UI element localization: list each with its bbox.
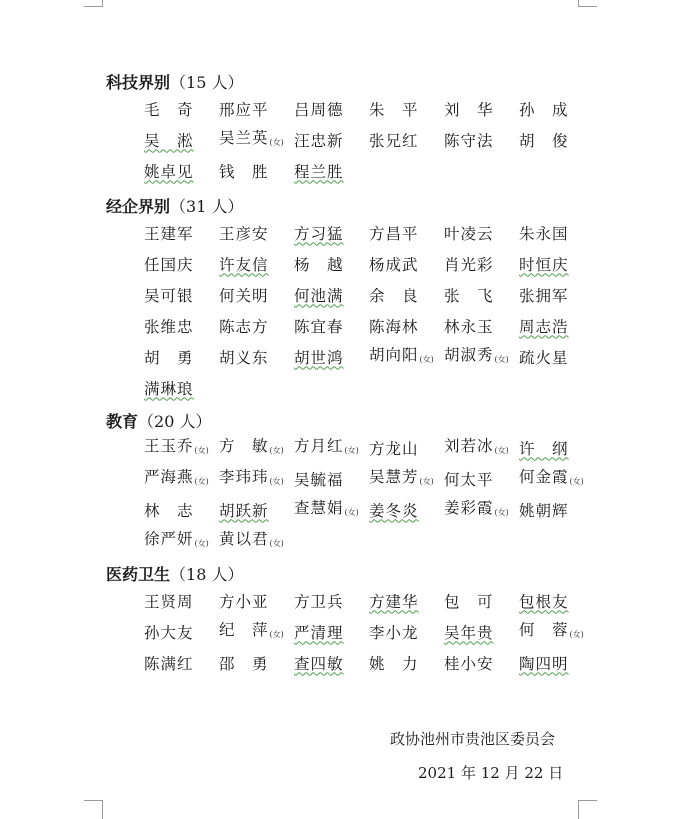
member-name <box>294 436 369 461</box>
member-name <box>294 162 369 182</box>
name-row <box>144 648 586 679</box>
member-name <box>144 100 219 120</box>
member-name <box>444 131 519 151</box>
member-name <box>294 286 369 306</box>
member-name <box>219 317 294 337</box>
name-row <box>144 94 586 125</box>
member-name-text: 周志浩 <box>519 317 569 336</box>
member-name-text: 毛 奇 <box>144 100 194 119</box>
member-name-text: 张维忠 <box>144 317 194 336</box>
member-name-text: 吴年贵 <box>444 623 494 642</box>
member-name <box>219 162 294 182</box>
member-name <box>444 255 519 275</box>
female-tag: (女) <box>194 446 209 455</box>
member-name-text: 胡淑秀 <box>444 346 494 364</box>
member-name-text: 钱 胜 <box>219 162 269 181</box>
member-name-text: 陈满红 <box>144 654 194 673</box>
name-row <box>144 464 586 495</box>
member-name-text: 王贤周 <box>144 592 194 611</box>
member-name-text: 姜彩霞 <box>444 499 494 517</box>
member-name-text: 胡向阳 <box>369 346 419 364</box>
member-name-text: 孙 成 <box>519 100 569 119</box>
issue-date: 2021 年 12 月 22 日 <box>418 764 564 782</box>
member-name-text: 王建军 <box>144 224 194 243</box>
name-row <box>144 433 586 464</box>
member-name <box>219 436 294 461</box>
member-name <box>294 623 369 643</box>
member-name-text: 方龙山 <box>369 439 419 458</box>
member-name <box>144 255 219 275</box>
female-tag: (女) <box>269 539 284 548</box>
member-name-text: 陶四明 <box>519 654 569 673</box>
member-name <box>144 623 219 643</box>
crop-mark-bottom-right <box>578 800 597 819</box>
member-name <box>369 592 444 612</box>
female-tag: (女) <box>269 446 284 455</box>
member-name-text: 查慧娟 <box>294 499 344 517</box>
member-name-text: 邵 勇 <box>219 654 269 673</box>
member-name <box>369 317 444 337</box>
section-title: 教育 <box>106 412 139 431</box>
member-name-text: 吴 淞 <box>144 131 194 150</box>
member-name <box>219 592 294 612</box>
member-name <box>519 255 594 275</box>
member-name <box>444 623 519 643</box>
section-heading <box>106 72 586 94</box>
female-tag: (女) <box>569 630 584 639</box>
crop-mark-top-right <box>578 0 597 7</box>
member-name <box>219 620 294 645</box>
member-name <box>219 224 294 244</box>
member-name-text: 邢应平 <box>219 100 269 119</box>
member-name <box>144 224 219 244</box>
female-tag: (女) <box>344 446 359 455</box>
member-name <box>294 317 369 337</box>
member-name <box>219 348 294 368</box>
member-name-text: 何关明 <box>219 286 269 305</box>
member-name <box>519 467 594 492</box>
section-count: （15 人） <box>170 73 244 92</box>
name-row <box>144 311 586 342</box>
member-name <box>369 654 444 674</box>
member-name-text: 严海燕 <box>144 468 194 486</box>
section <box>106 72 586 187</box>
member-name-text: 张兄红 <box>369 131 419 150</box>
member-name <box>444 286 519 306</box>
member-name-text: 陈海林 <box>369 317 419 336</box>
member-name-text: 胡 勇 <box>144 348 194 367</box>
member-name <box>219 467 294 492</box>
member-name <box>444 100 519 120</box>
member-name <box>519 100 594 120</box>
member-name <box>294 348 369 368</box>
member-name <box>294 100 369 120</box>
female-tag: (女) <box>494 446 509 455</box>
section <box>106 564 586 679</box>
section-heading <box>106 411 586 433</box>
member-name-text: 吴慧芳 <box>369 468 419 486</box>
member-name <box>144 436 219 461</box>
member-name-text: 杨 越 <box>294 255 344 274</box>
name-row <box>144 342 586 373</box>
member-name-text: 姚 力 <box>369 654 419 673</box>
member-name-text: 张 飞 <box>444 286 494 305</box>
crop-mark-bottom-left <box>84 800 103 819</box>
member-name-text: 胡世鸿 <box>294 348 344 367</box>
member-name <box>144 286 219 306</box>
member-name-text: 肖光彩 <box>444 255 494 274</box>
member-name-text: 陈志方 <box>219 317 269 336</box>
member-name <box>369 501 444 521</box>
member-name <box>294 498 369 523</box>
member-name <box>294 654 369 674</box>
member-name-text: 林永玉 <box>444 317 494 336</box>
member-name <box>369 623 444 643</box>
member-name-text: 许友信 <box>219 255 269 274</box>
member-name-text: 黄以君 <box>219 530 269 548</box>
member-name-text: 李玮玮 <box>219 468 269 486</box>
member-name <box>519 501 594 521</box>
section-count: （20 人） <box>138 412 212 431</box>
member-name <box>144 529 219 554</box>
member-name <box>294 470 369 490</box>
member-name <box>369 100 444 120</box>
member-name <box>519 317 594 337</box>
member-name <box>444 436 519 461</box>
female-tag: (女) <box>194 539 209 548</box>
name-row <box>144 495 586 526</box>
member-name-text: 朱 平 <box>369 100 419 119</box>
member-name-text: 吕周德 <box>294 100 344 119</box>
member-name <box>144 317 219 337</box>
name-row <box>144 526 586 557</box>
member-name-text: 叶凌云 <box>444 224 494 243</box>
member-name <box>444 592 519 612</box>
member-name-text: 余 良 <box>369 286 419 305</box>
member-name <box>144 348 219 368</box>
member-name <box>144 501 219 521</box>
member-name <box>369 286 444 306</box>
member-name-text: 张拥军 <box>519 286 569 305</box>
member-name-text: 包 可 <box>444 592 494 611</box>
member-name-text: 吴兰英 <box>219 129 269 147</box>
member-name-text: 方建华 <box>369 592 419 611</box>
name-row <box>144 156 586 187</box>
female-tag: (女) <box>269 477 284 486</box>
member-name-text: 任国庆 <box>144 255 194 274</box>
member-name <box>369 131 444 151</box>
member-name <box>519 439 594 459</box>
member-name-text: 朱永国 <box>519 224 569 243</box>
member-name-text: 姚朝辉 <box>519 501 569 520</box>
member-name-text: 满琳琅 <box>144 379 194 398</box>
member-name <box>219 100 294 120</box>
female-tag: (女) <box>494 355 509 364</box>
member-name-text: 吴可银 <box>144 286 194 305</box>
section-count: （18 人） <box>170 565 244 584</box>
crop-mark-top-left <box>84 0 103 7</box>
member-name-text: 方小亚 <box>219 592 269 611</box>
member-name-text: 胡跃新 <box>219 501 269 520</box>
member-name-text: 包根友 <box>519 592 569 611</box>
section-title: 科技界别 <box>106 73 171 92</box>
section-count: （31 人） <box>170 197 244 216</box>
member-name-text: 桂小安 <box>444 654 494 673</box>
name-row <box>144 280 586 311</box>
member-name <box>294 592 369 612</box>
member-name-text: 王彦安 <box>219 224 269 243</box>
member-name <box>444 654 519 674</box>
member-name <box>444 470 519 490</box>
name-row <box>144 125 586 156</box>
member-name-text: 查四敏 <box>294 654 344 673</box>
member-name-text: 纪 萍 <box>219 621 269 639</box>
female-tag: (女) <box>569 477 584 486</box>
member-name <box>519 654 594 674</box>
member-name <box>369 467 444 492</box>
member-name-text: 疏火星 <box>519 348 569 367</box>
member-name-text: 姜冬炎 <box>369 501 419 520</box>
member-name <box>444 345 519 370</box>
member-name <box>519 224 594 244</box>
member-name-text: 何金霞 <box>519 468 569 486</box>
member-name <box>444 224 519 244</box>
member-name-text: 李小龙 <box>369 623 419 642</box>
member-name <box>219 654 294 674</box>
name-row <box>144 373 586 404</box>
member-name-text: 方习猛 <box>294 224 344 243</box>
female-tag: (女) <box>269 138 284 147</box>
name-row <box>144 617 586 648</box>
section-title: 经企界别 <box>106 197 171 216</box>
member-name-text: 徐严妍 <box>144 530 194 548</box>
member-name <box>219 501 294 521</box>
member-name <box>294 131 369 151</box>
member-name-text: 吴毓福 <box>294 470 344 489</box>
member-name-text: 陈守法 <box>444 131 494 150</box>
name-row <box>144 218 586 249</box>
member-name <box>144 467 219 492</box>
member-name <box>519 620 594 645</box>
member-name-text: 刘若冰 <box>444 437 494 455</box>
member-name <box>294 255 369 275</box>
member-name <box>144 592 219 612</box>
female-tag: (女) <box>419 355 434 364</box>
section-heading <box>106 564 586 586</box>
member-name <box>519 592 594 612</box>
member-name-text: 汪忠新 <box>294 131 344 150</box>
member-name <box>369 439 444 459</box>
member-name-text: 方昌平 <box>369 224 419 243</box>
member-name <box>519 286 594 306</box>
member-name-text: 姚卓见 <box>144 162 194 181</box>
member-name-text: 孙大友 <box>144 623 194 642</box>
section <box>106 411 586 557</box>
member-name <box>144 162 219 182</box>
member-name <box>294 224 369 244</box>
member-name-text: 王玉乔 <box>144 437 194 455</box>
female-tag: (女) <box>269 630 284 639</box>
member-name-text: 程兰胜 <box>294 162 344 181</box>
member-name <box>144 379 219 399</box>
female-tag: (女) <box>419 477 434 486</box>
member-name-text: 林 志 <box>144 501 194 520</box>
member-name-text: 时恒庆 <box>519 255 569 274</box>
member-name <box>369 224 444 244</box>
member-name <box>144 654 219 674</box>
member-name-text: 陈宜春 <box>294 317 344 336</box>
member-name <box>519 348 594 368</box>
member-name <box>519 131 594 151</box>
member-name-text: 何 蓉 <box>519 621 569 639</box>
female-tag: (女) <box>344 508 359 517</box>
member-name <box>144 131 219 151</box>
section-title: 医药卫生 <box>106 565 171 584</box>
member-name-text: 方卫兵 <box>294 592 344 611</box>
member-name-text: 胡义东 <box>219 348 269 367</box>
member-name-text: 何池满 <box>294 286 344 305</box>
section <box>106 196 586 404</box>
member-name <box>219 128 294 153</box>
member-name <box>219 286 294 306</box>
member-name-text: 许 纲 <box>519 439 569 458</box>
female-tag: (女) <box>194 477 209 486</box>
member-name-text: 严清理 <box>294 623 344 642</box>
member-name <box>369 255 444 275</box>
female-tag: (女) <box>494 508 509 517</box>
member-name-text: 刘 华 <box>444 100 494 119</box>
member-name-text: 杨成武 <box>369 255 419 274</box>
member-name <box>219 529 294 554</box>
member-name-text: 方月红 <box>294 437 344 455</box>
name-row <box>144 249 586 280</box>
member-name <box>369 345 444 370</box>
member-name-text: 胡 俊 <box>519 131 569 150</box>
member-name <box>444 498 519 523</box>
member-name <box>219 255 294 275</box>
member-name <box>444 317 519 337</box>
issuing-organization: 政协池州市贵池区委员会 <box>390 730 556 748</box>
section-heading <box>106 196 586 218</box>
member-name-text: 方 敏 <box>219 437 269 455</box>
name-row <box>144 586 586 617</box>
member-name-text: 何太平 <box>444 470 494 489</box>
